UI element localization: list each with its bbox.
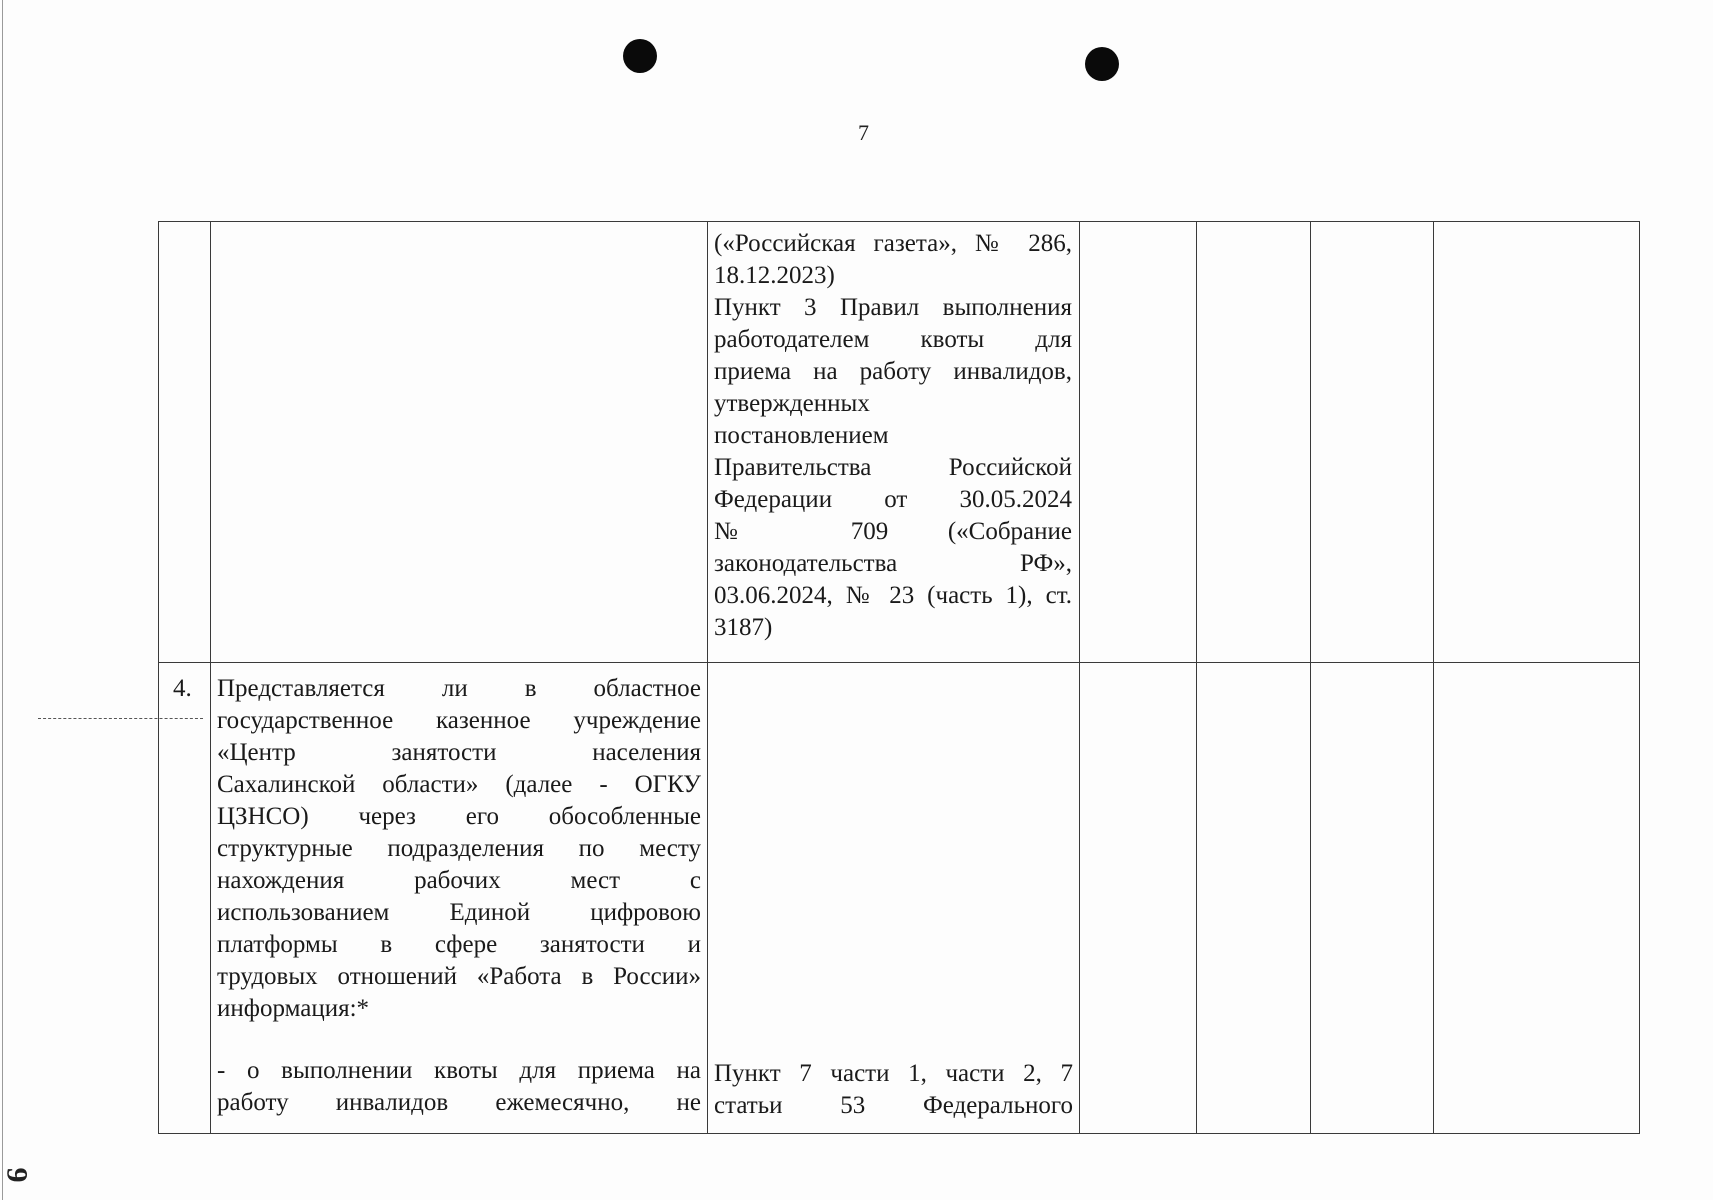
law-line: Пункт 7 части 1, части 2, 7 [714,1060,1073,1087]
number-cell [159,222,211,663]
table-row [159,222,1640,663]
subitem-line: - о выполнении квоты для приема на [217,1057,701,1084]
law-line: законодательства РФ», [714,550,1072,577]
page-edge [2,0,3,1200]
question-line: структурные подразделения по месту [217,835,701,862]
question-line: Сахалинской области» (далее - ОГКУ [217,771,701,798]
punch-hole [1085,47,1119,81]
question-line: трудовых отношений «Работа в России» [217,963,701,990]
law-line: 18.12.2023) [714,262,835,289]
empty-cell [1434,663,1640,1134]
punch-hole [623,39,657,73]
law-line: Федерации от 30.05.2024 [714,486,1072,513]
handwritten-page-mark: 9 [0,1167,34,1183]
law-line: Пункт 3 Правил выполнения [714,294,1072,321]
question-cell [211,663,708,1134]
law-line: 03.06.2024, № 23 (часть 1), ст. [714,582,1072,609]
question-line: ЦЗНСО) через его обособленные [217,803,701,830]
empty-cell [1080,663,1197,1134]
law-line: утвержденных [714,390,870,417]
question-line: платформы в сфере занятости и [217,931,701,958]
row-number: 4. [173,675,192,702]
question-line: государственное казенное учреждение [217,707,701,734]
empty-cell [1311,663,1434,1134]
legal-basis-cell [708,663,1080,1134]
subitem-line: работу инвалидов ежемесячно, не [217,1089,701,1116]
question-line: Представляется ли в областное [217,675,701,702]
law-line: («Российская газета», № 286, [714,230,1072,257]
question-line: «Центр занятости населения [217,739,701,766]
empty-cell [1197,222,1311,663]
law-line: приема на работу инвалидов, [714,358,1072,385]
question-line: использованием Единой цифровою [217,899,701,926]
question-line: информация:* [217,995,370,1022]
legal-basis-cell [708,222,1080,663]
law-line: Правительства Российской [714,454,1072,481]
requirements-table [158,221,1640,1134]
empty-cell [1197,663,1311,1134]
empty-cell [1434,222,1640,663]
law-line: № 709 («Собрание [714,518,1072,545]
law-line: работодателем квоты для [714,326,1072,353]
number-cell [159,663,211,1134]
question-cell [211,222,708,663]
page-number: 7 [858,120,869,145]
question-line: нахождения рабочих мест с [217,867,701,894]
empty-cell [1080,222,1197,663]
law-line: 3187) [714,614,773,641]
law-line: постановлением [714,422,889,449]
empty-cell [1311,222,1434,663]
table-row [159,663,1640,1134]
law-line: статьи 53 Федерального [714,1092,1073,1119]
